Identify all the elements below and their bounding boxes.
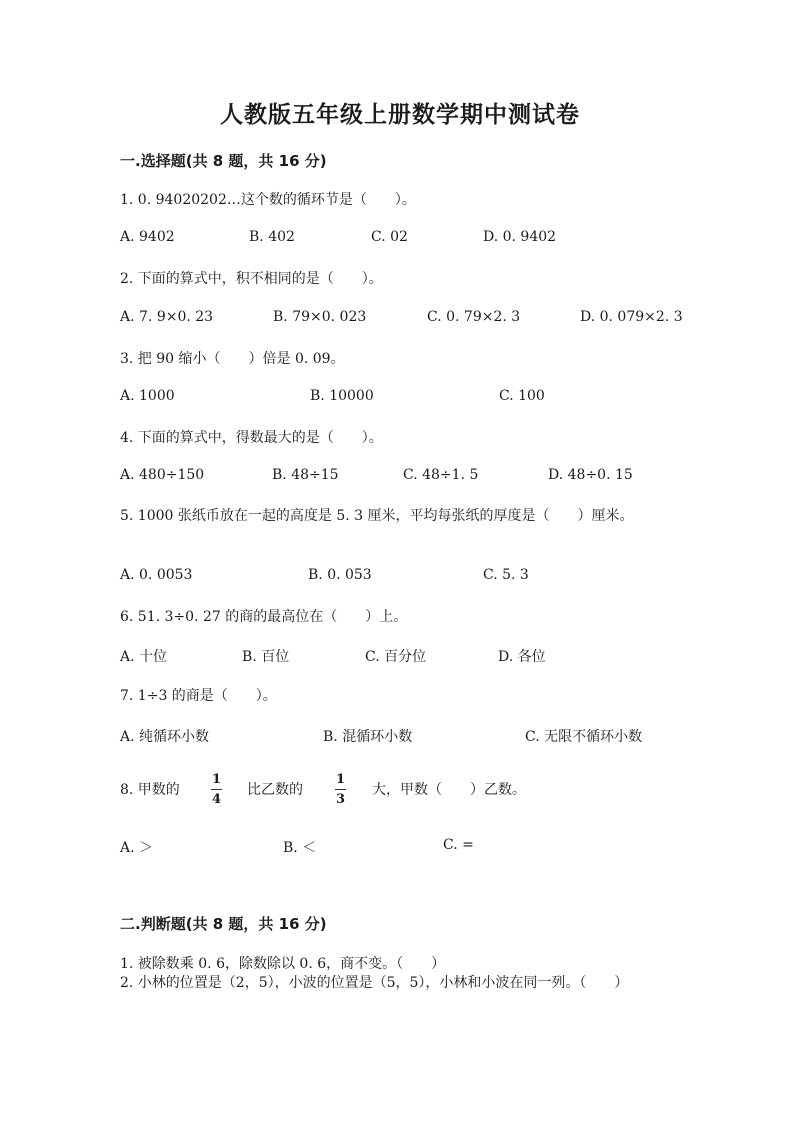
section-heading-judgement: 二.判断题(共 8 题，共 16 分) [120,915,327,933]
fraction-denominator: 3 [335,792,346,807]
question-4-option-c: C. 48÷1. 5 [403,467,479,483]
judgement-item-1: 1. 被除数乘 0. 6，除数除以 0. 6，商不变。（ ） [120,956,446,972]
section-heading-choice: 一.选择题(共 8 题，共 16 分) [120,152,327,170]
question-6-option-c: C. 百分位 [365,649,427,665]
question-1-stem: 1. 0. 94020202…这个数的循环节是（ ）。 [120,192,416,208]
question-5-option-a: A. 0. 0053 [120,567,193,583]
question-6-stem: 6. 51. 3÷0. 27 的商的最高位在（ ）上。 [120,609,408,625]
question-8-option-b: B. ＜ [283,840,317,856]
fraction-numerator: 1 [335,772,346,787]
fraction-one-third [335,772,346,807]
question-5-stem: 5. 1000 张纸币放在一起的高度是 5. 3 厘米，平均每张纸的厚度是（ ）厘米。 [120,508,634,524]
question-2-stem: 2. 下面的算式中，积不相同的是（ ）。 [120,271,383,287]
fraction-bar [211,789,222,790]
question-8-stem-part-3: 大，甲数（ ）乙数。 [372,782,526,798]
question-1-option-c: C. 02 [371,229,408,245]
question-6-option-a: A. 十位 [120,649,168,665]
fraction-numerator: 1 [211,772,222,787]
question-3-stem: 3. 把 90 缩小（ ）倍是 0. 09。 [120,351,345,367]
question-7-option-c: C. 无限不循环小数 [525,729,643,745]
question-7-stem: 7. 1÷3 的商是（ ）。 [120,688,277,704]
question-3-option-c: C. 100 [499,388,545,404]
question-2-option-b: B. 79×0. 023 [273,309,367,325]
question-4-option-b: B. 48÷15 [272,467,339,483]
question-8-option-a: A. ＞ [120,840,154,856]
question-1-option-a: A. 9402 [120,229,175,245]
page-title: 人教版五年级上册数学期中测试卷 [220,102,580,128]
question-2-option-d: D. 0. 079×2. 3 [580,309,683,325]
question-8-option-c: C. = [443,837,474,853]
question-4-option-d: D. 48÷0. 15 [548,467,633,483]
question-2-option-a: A. 7. 9×0. 23 [120,309,214,325]
fraction-bar [335,789,346,790]
question-1-option-d: D. 0. 9402 [483,229,557,245]
question-8-stem-part-1: 8. 甲数的 [120,782,180,798]
question-5-option-b: B. 0. 053 [308,567,372,583]
judgement-item-2: 2. 小林的位置是（2，5），小波的位置是（5，5），小林和小波在同一列。（ ） [120,975,629,991]
fraction-denominator: 4 [211,792,222,807]
question-4-stem: 4. 下面的算式中，得数最大的是（ ）。 [120,430,383,446]
question-4-option-a: A. 480÷150 [120,467,205,483]
question-3-option-b: B. 10000 [310,388,374,404]
question-5-option-c: C. 5. 3 [483,567,529,583]
question-3-option-a: A. 1000 [120,388,175,404]
question-6-option-b: B. 百位 [242,649,290,665]
question-2-option-c: C. 0. 79×2. 3 [427,309,521,325]
question-6-option-d: D. 各位 [498,649,546,665]
question-1-option-b: B. 402 [249,229,295,245]
question-7-option-b: B. 混循环小数 [323,729,413,745]
question-8-stem-part-2: 比乙数的 [247,782,303,798]
fraction-one-quarter [211,772,222,807]
question-7-option-a: A. 纯循环小数 [120,729,210,745]
